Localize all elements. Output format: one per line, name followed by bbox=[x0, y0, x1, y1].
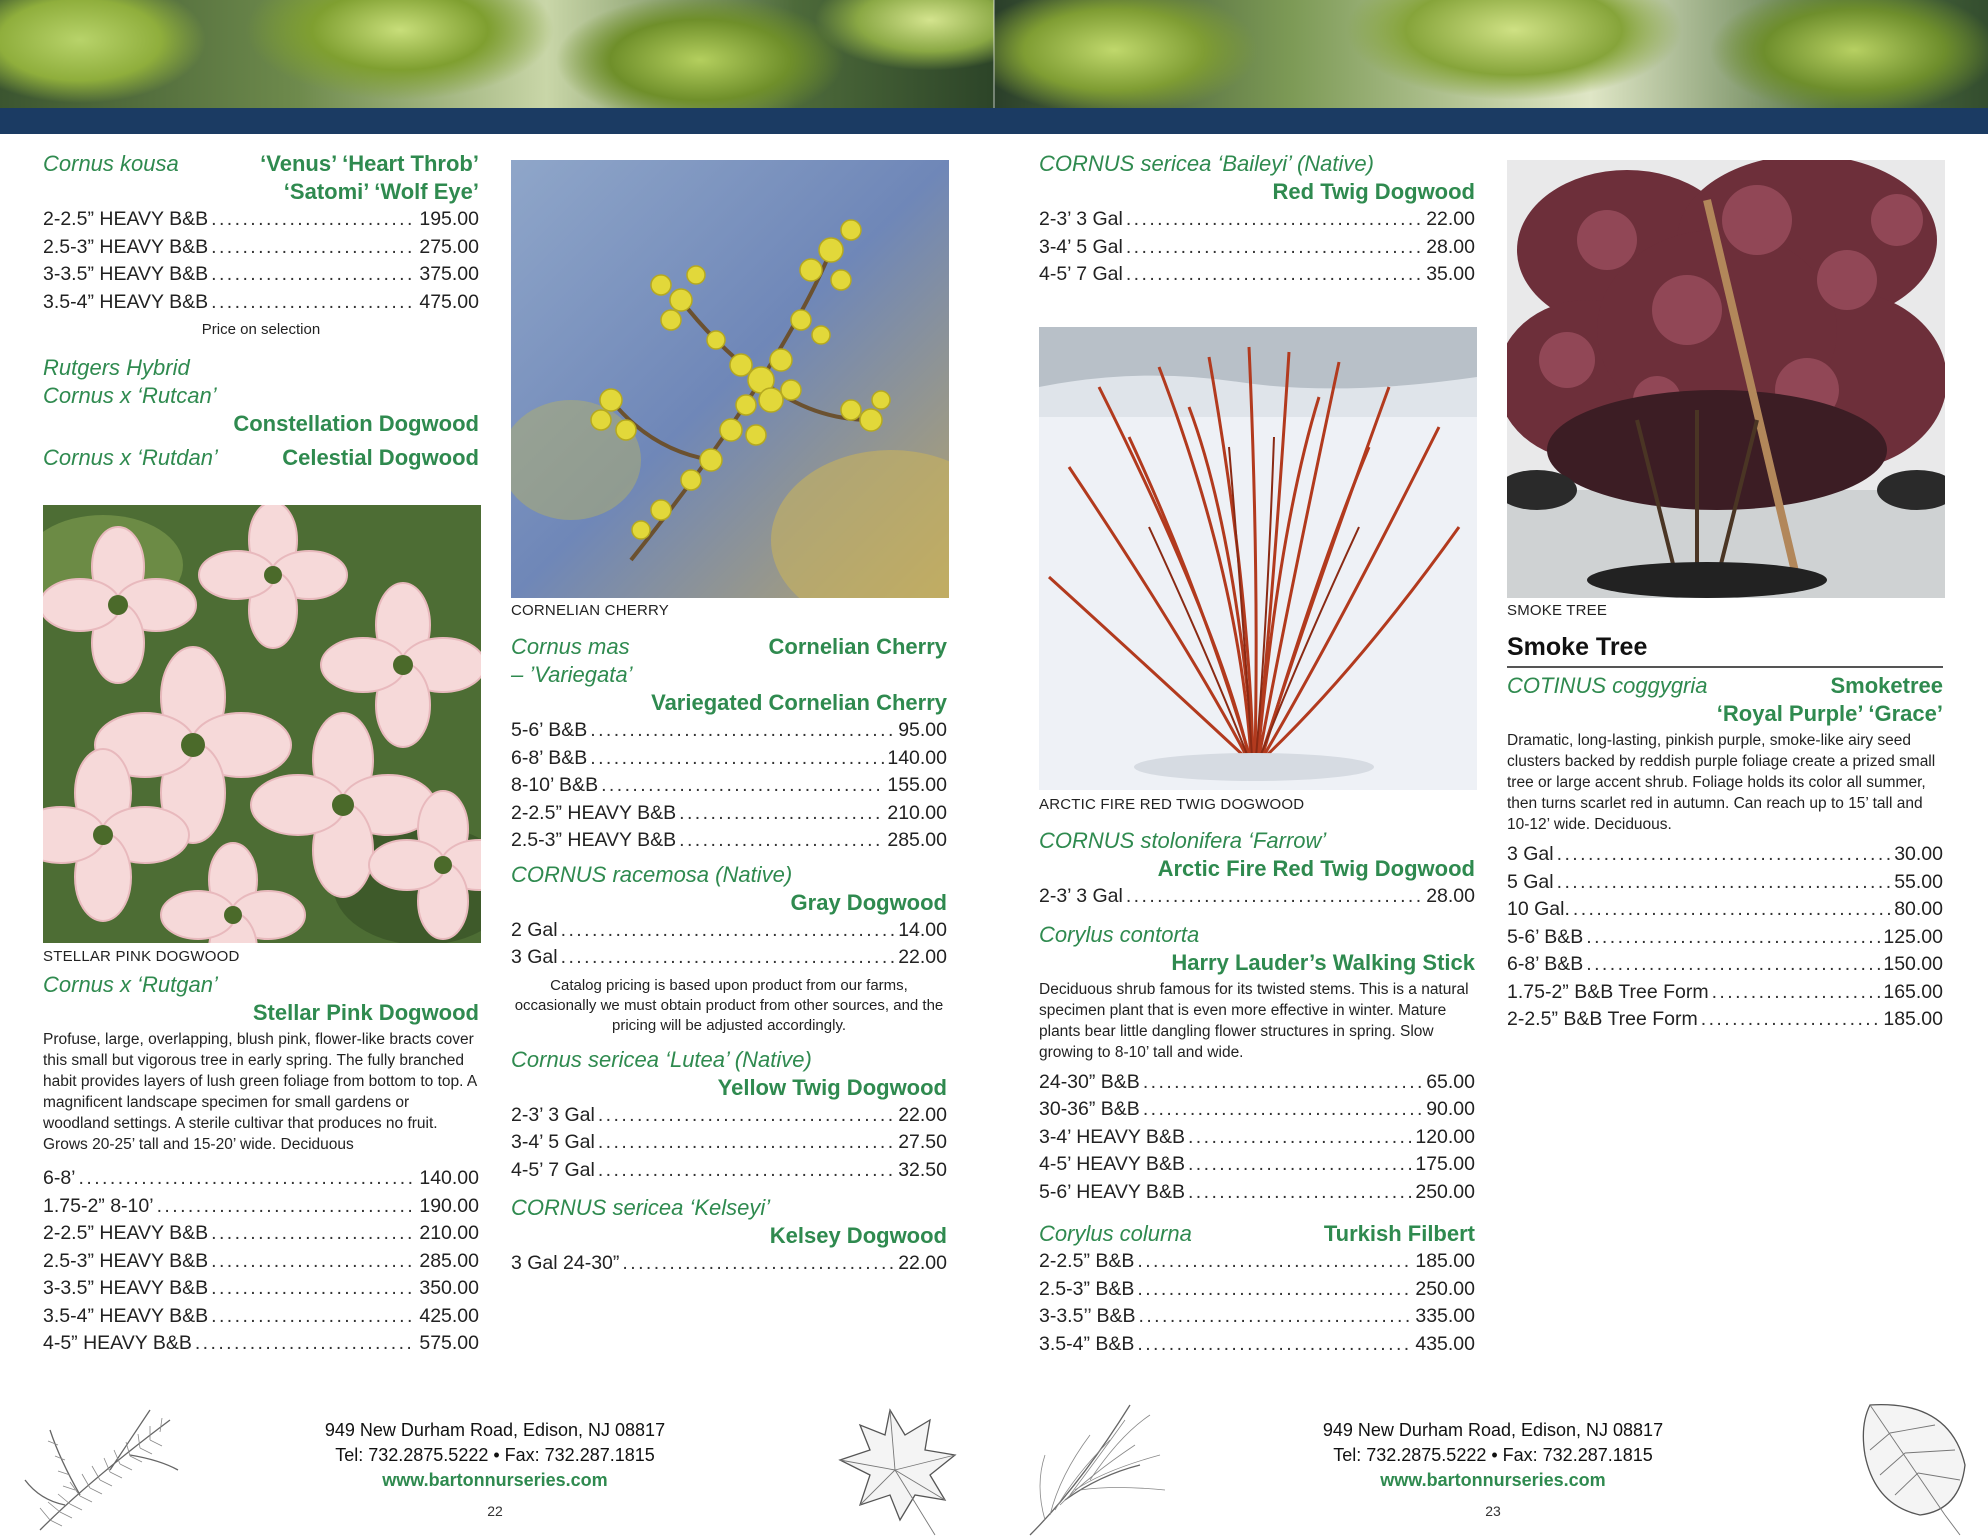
footer-website-link[interactable]: www.bartonnurseries.com bbox=[382, 1470, 608, 1490]
pine-branch-sketch-icon bbox=[1020, 1395, 1170, 1536]
price-row: 4-5’ HEAVY B&B . . . 175.00 bbox=[1039, 1151, 1475, 1179]
page-number: 22 bbox=[487, 1503, 503, 1519]
birch-leaf-sketch-icon bbox=[1850, 1395, 1980, 1536]
page-spread-divider bbox=[993, 0, 995, 108]
footer-right bbox=[1248, 1418, 1738, 1524]
baileyi-botanical: CORNUS sericea ‘Baileyi’ (Native) bbox=[1039, 151, 1374, 176]
racemosa-price-list bbox=[511, 917, 947, 972]
column-3 bbox=[1039, 150, 1475, 289]
price-row: 3 Gal . . . 30.00 bbox=[1507, 841, 1943, 869]
price-row: 2.5-3” HEAVY B&B . . . 275.00 bbox=[43, 234, 479, 262]
contorta-common: Harry Lauder’s Walking Stick bbox=[1171, 949, 1475, 975]
kousa-varieties-2: ‘Satomi’ ‘Wolf Eye’ bbox=[283, 179, 479, 204]
price-row: 4-5’ 7 Gal . . . 35.00 bbox=[1039, 261, 1475, 289]
rutdan-common: Celestial Dogwood bbox=[282, 445, 479, 470]
kelseyi-price-list bbox=[511, 1250, 947, 1278]
cotinus-common: Smoketree bbox=[1830, 673, 1943, 698]
rutgan-description: Profuse, large, overlapping, blush pink, flower-like bracts cover this small but vigorous tree in early spring. The fully branched habit provides layers of lush green foliage from bottom to top. A magnificent landscape specimen for small gardens or woodland settings. A sterile cultivar that produces no fruit. Grows 20-25’ tall and 15-20’ wide. Deciduous bbox=[43, 1031, 477, 1153]
price-row: 1.75-2” B&B Tree Form . . . 165.00 bbox=[1507, 979, 1943, 1007]
arctic-fire-caption: ARCTIC FIRE RED TWIG DOGWOOD bbox=[1039, 796, 1305, 813]
price-row: 2-2.5” HEAVY B&B . . . 210.00 bbox=[511, 800, 947, 828]
price-row: 4-5’ 7 Gal . . . 32.50 bbox=[511, 1157, 947, 1185]
footer-address: 949 New Durham Road, Edison, NJ 08817 bbox=[324, 1420, 666, 1440]
price-row: 30-36” B&B . . . 90.00 bbox=[1039, 1096, 1475, 1124]
rutgers-hybrid-label: Rutgers Hybrid bbox=[43, 355, 190, 380]
price-row: 10 Gal. . . . 80.00 bbox=[1507, 896, 1943, 924]
cotinus-heading bbox=[1507, 672, 1943, 700]
price-row: 2-2.5” HEAVY B&B . . . 195.00 bbox=[43, 206, 479, 234]
price-row: 3.5-4” HEAVY B&B . . . 425.00 bbox=[43, 1303, 479, 1331]
spruce-branch-sketch-icon bbox=[20, 1400, 180, 1536]
price-row: 3-4’ 5 Gal . . . 27.50 bbox=[511, 1129, 947, 1157]
mas-variety: – ’Variegata’ bbox=[511, 662, 633, 687]
price-row: 2.5-3” HEAVY B&B . . . 285.00 bbox=[43, 1248, 479, 1276]
rutdan-botanical: Cornus x ‘Rutdan’ bbox=[43, 445, 218, 470]
price-row: 5-6’ B&B . . . 125.00 bbox=[1507, 924, 1943, 952]
racemosa-common: Gray Dogwood bbox=[790, 889, 947, 915]
smoke-tree-caption: SMOKE TREE bbox=[1507, 602, 1608, 619]
mas-price-list bbox=[511, 717, 947, 855]
cotinus-price-list bbox=[1507, 841, 1943, 1034]
price-row: 2.5-3” HEAVY B&B . . . 285.00 bbox=[511, 827, 947, 855]
cotinus-botanical: COTINUS coggygria bbox=[1507, 673, 1708, 698]
price-row: 6-8’ B&B . . . 140.00 bbox=[511, 745, 947, 773]
kelseyi-botanical: CORNUS sericea ‘Kelseyi’ bbox=[511, 1195, 771, 1220]
price-row: 8-10’ B&B . . . 155.00 bbox=[511, 772, 947, 800]
price-row: 24-30” B&B . . . 65.00 bbox=[1039, 1069, 1475, 1097]
constellation-common: Constellation Dogwood bbox=[233, 411, 479, 436]
price-row: 3-3.5” HEAVY B&B . . . 350.00 bbox=[43, 1275, 479, 1303]
price-row: 3 Gal 24-30” . . . 22.00 bbox=[511, 1250, 947, 1278]
contorta-description: Deciduous shrub famous for its twisted stems. This is a natural specimen plant that is even more effective in winter. Mature plants bear little dangling flower structures in spring. Slow growing to 8-10’ tall and wide. bbox=[1039, 980, 1469, 1061]
header-banner-photo bbox=[0, 0, 1988, 108]
smoke-tree-photo bbox=[1507, 160, 1945, 598]
column-1-lower bbox=[43, 948, 479, 1358]
rutgan-botanical: Cornus x ‘Rutgan’ bbox=[43, 972, 218, 997]
column-4 bbox=[1507, 602, 1943, 1034]
kousa-price-note: Price on selection bbox=[201, 321, 321, 338]
price-row: 2-2.5” B&B . . . 185.00 bbox=[1039, 1248, 1475, 1276]
price-row: 2.5-3” B&B . . . 250.00 bbox=[1039, 1276, 1475, 1304]
footer-left bbox=[250, 1418, 740, 1524]
rutcan-botanical: Cornus x ‘Rutcan’ bbox=[43, 383, 217, 408]
catalog-pricing-note: Catalog pricing is based upon product from our farms, occasionally we must obtain product from other sources, and the pricing will be adjusted accordingly. bbox=[514, 976, 944, 1034]
colurna-common: Turkish Filbert bbox=[1323, 1221, 1475, 1246]
lutea-price-list bbox=[511, 1102, 947, 1185]
price-row: 2-3’ 3 Gal . . . 22.00 bbox=[511, 1102, 947, 1130]
mas-heading bbox=[511, 633, 947, 661]
rutgan-price-list bbox=[43, 1165, 479, 1358]
rutgan-common: Stellar Pink Dogwood bbox=[252, 1000, 479, 1025]
contorta-price-list bbox=[1039, 1069, 1475, 1207]
column-1 bbox=[43, 150, 479, 472]
rutdan-heading bbox=[43, 444, 479, 472]
maple-leaf-sketch-icon bbox=[830, 1400, 970, 1536]
kousa-botanical: Cornus kousa bbox=[43, 151, 179, 176]
price-row: 2 Gal . . . 14.00 bbox=[511, 917, 947, 945]
colurna-heading bbox=[1039, 1220, 1475, 1248]
footer-phone: Tel: 732.2875.5222 • Fax: 732.287.1815 bbox=[335, 1445, 655, 1465]
arctic-fire-dogwood-photo bbox=[1039, 327, 1477, 790]
lutea-common: Yellow Twig Dogwood bbox=[717, 1074, 947, 1100]
price-row: 3-4’ 5 Gal . . . 28.00 bbox=[1039, 234, 1475, 262]
baileyi-common: Red Twig Dogwood bbox=[1272, 179, 1475, 204]
footer-website-link[interactable]: www.bartonnurseries.com bbox=[1380, 1470, 1606, 1490]
price-row: 3 Gal . . . 22.00 bbox=[511, 944, 947, 972]
price-row: 6-8’ . . . 140.00 bbox=[43, 1165, 479, 1193]
kelseyi-common: Kelsey Dogwood bbox=[769, 1223, 947, 1248]
price-row: 5 Gal . . . 55.00 bbox=[1507, 869, 1943, 897]
mas-common: Cornelian Cherry bbox=[768, 634, 947, 659]
price-row: 2-3’ 3 Gal . . . 22.00 bbox=[1039, 206, 1475, 234]
mas-variety-common: Variegated Cornelian Cherry bbox=[651, 690, 947, 715]
cotinus-description: Dramatic, long-lasting, pinkish purple, smoke-like airy seed clusters backed by reddish purple foliage create a prized small tree or large accent shrub. Foliage holds its color all summer, then turns scarlet red in autumn. Can reach up to 15’ tall and 10-12’ wide. Deciduous. bbox=[1507, 732, 1936, 833]
cornelian-cherry-photo bbox=[511, 160, 949, 598]
price-row: 1.75-2” 8-10’ . . . 190.00 bbox=[43, 1193, 479, 1221]
price-row: 5-6’ B&B . . . 95.00 bbox=[511, 717, 947, 745]
price-row: 3-3.5” HEAVY B&B . . . 375.00 bbox=[43, 261, 479, 289]
farrow-price-list bbox=[1039, 883, 1475, 911]
stellar-pink-caption: STELLAR PINK DOGWOOD bbox=[43, 948, 240, 965]
maple-leaves-photo-right bbox=[994, 0, 1988, 108]
lutea-botanical: Cornus sericea ‘Lutea’ (Native) bbox=[511, 1046, 812, 1072]
price-row: 2-2.5” HEAVY B&B . . . 210.00 bbox=[43, 1220, 479, 1248]
section-title-smoke-tree: Smoke Tree bbox=[1507, 633, 1943, 668]
contorta-botanical: Corylus contorta bbox=[1039, 921, 1200, 947]
price-row: 6-8’ B&B . . . 150.00 bbox=[1507, 951, 1943, 979]
price-row: 2-3’ 3 Gal . . . 28.00 bbox=[1039, 883, 1475, 911]
page-number: 23 bbox=[1485, 1503, 1501, 1519]
footer-phone: Tel: 732.2875.5222 • Fax: 732.287.1815 bbox=[1333, 1445, 1653, 1465]
baileyi-price-list bbox=[1039, 206, 1475, 289]
column-2 bbox=[511, 602, 947, 1278]
kousa-heading bbox=[43, 150, 479, 178]
mas-botanical: Cornus mas bbox=[511, 634, 630, 659]
price-row: 3.5-4” B&B . . . 435.00 bbox=[1039, 1331, 1475, 1359]
farrow-botanical: CORNUS stolonifera ‘Farrow’ bbox=[1039, 828, 1327, 853]
racemosa-botanical: CORNUS racemosa (Native) bbox=[511, 861, 793, 887]
colurna-price-list bbox=[1039, 1248, 1475, 1358]
maple-leaves-photo-left bbox=[0, 0, 994, 108]
colurna-botanical: Corylus colurna bbox=[1039, 1221, 1192, 1246]
kousa-varieties-1: ‘Venus’ ‘Heart Throb’ bbox=[260, 151, 479, 176]
column-3-lower bbox=[1039, 796, 1475, 1358]
farrow-common: Arctic Fire Red Twig Dogwood bbox=[1157, 856, 1475, 881]
cornelian-cherry-caption: CORNELIAN CHERRY bbox=[511, 602, 669, 619]
price-row: 3-4’ HEAVY B&B . . . 120.00 bbox=[1039, 1124, 1475, 1152]
kousa-price-list bbox=[43, 206, 479, 316]
header-navy-band bbox=[0, 108, 1988, 134]
price-row: 2-2.5” B&B Tree Form . . . 185.00 bbox=[1507, 1006, 1943, 1034]
price-row: 4-5” HEAVY B&B . . . 575.00 bbox=[43, 1330, 479, 1358]
footer-address: 949 New Durham Road, Edison, NJ 08817 bbox=[1322, 1420, 1664, 1440]
price-row: 5-6’ HEAVY B&B . . . 250.00 bbox=[1039, 1179, 1475, 1207]
cotinus-varieties: ‘Royal Purple’ ‘Grace’ bbox=[1716, 701, 1943, 726]
stellar-pink-dogwood-photo bbox=[43, 505, 481, 943]
price-row: 3-3.5’’ B&B . . . 335.00 bbox=[1039, 1303, 1475, 1331]
price-row: 3.5-4” HEAVY B&B . . . 475.00 bbox=[43, 289, 479, 317]
